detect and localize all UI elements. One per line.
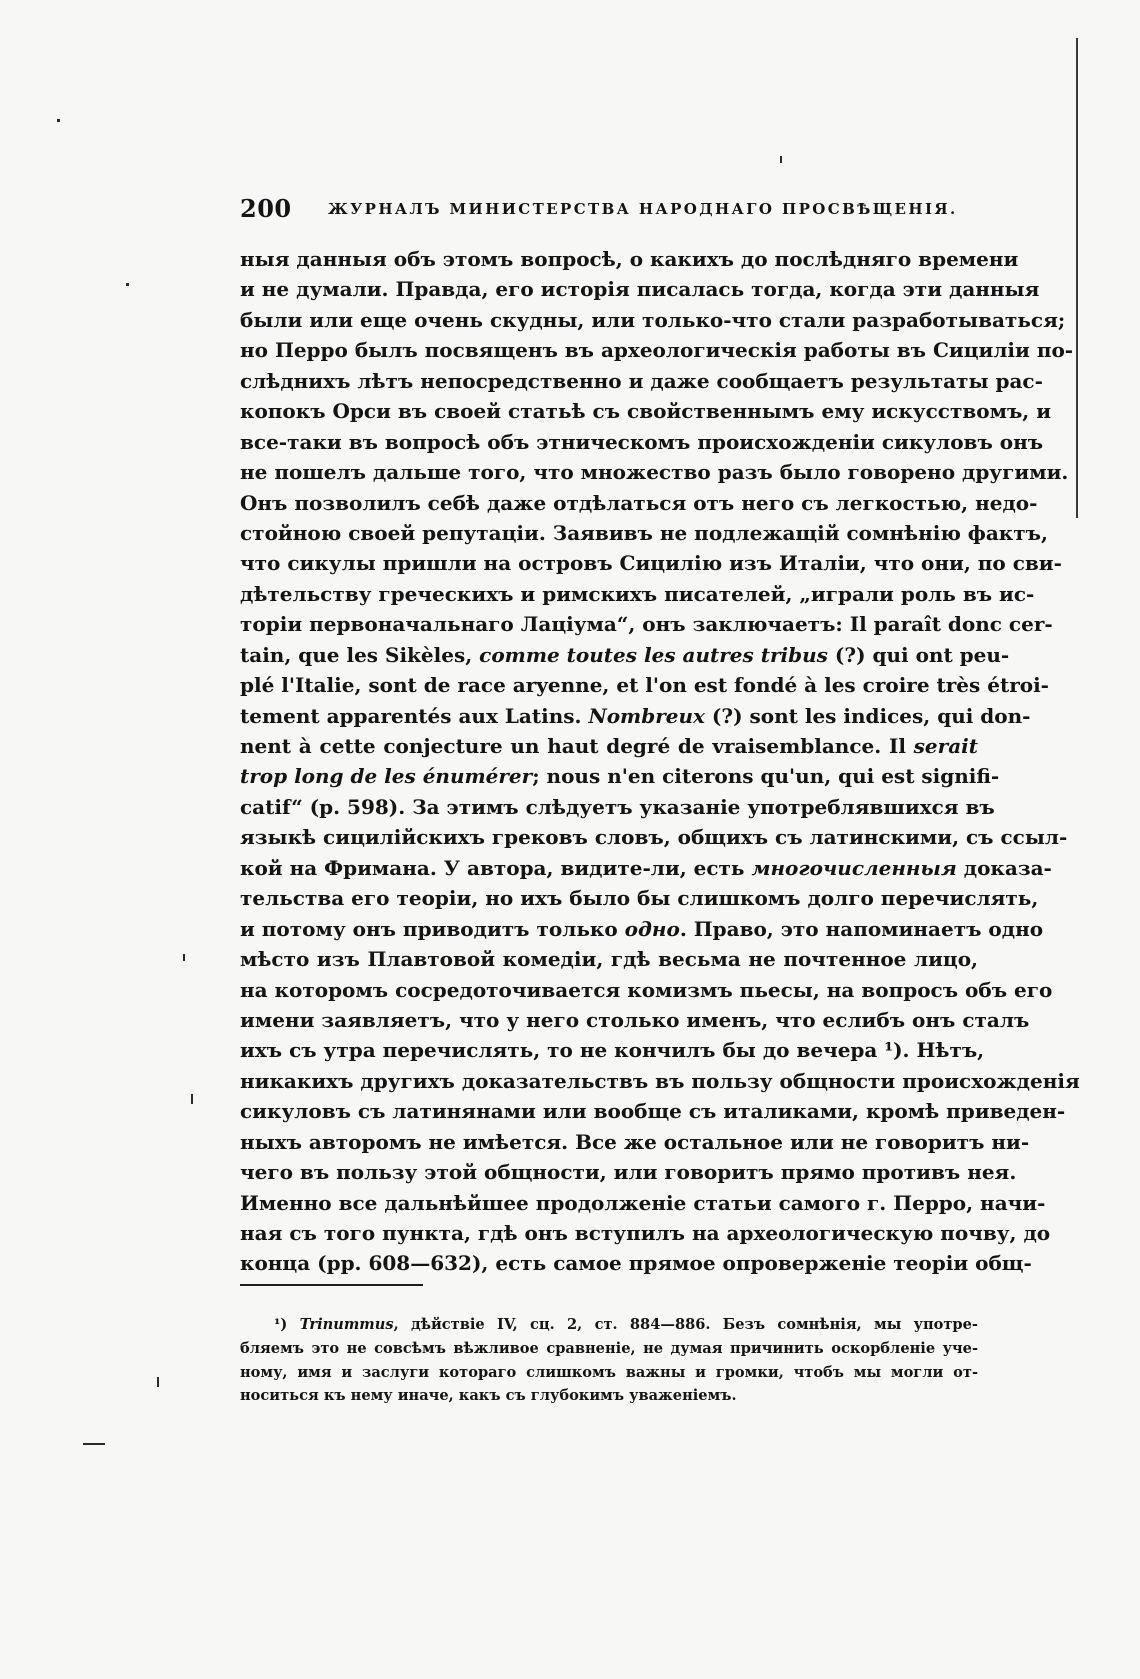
text-line: catif“ (p. 598). За этимъ слѣдуетъ указаніе употреблявшихся въ (240, 794, 995, 819)
text-line: ихъ съ утра перечислять, то не кончилъ бы до вечера ¹). Нѣтъ, (240, 1038, 985, 1063)
text-line: nent à cette conjecture un haut degré de vraisemblance. Il serait (240, 734, 978, 758)
body-text (240, 244, 1080, 1279)
text-line: имени заявляетъ, что у него столько именъ, что еслибъ онъ сталъ (240, 1007, 1030, 1032)
scan-speck (780, 156, 782, 163)
footnote (240, 1313, 978, 1408)
text-line: мѣсто изъ Плавтовой комедіи, гдѣ весьма не почтенное лицо, (240, 947, 978, 972)
text-line: Именно все дальнѣйшее продолженіе статьи самого г. Перро, начи- (240, 1190, 1046, 1215)
text-line: торіи первоначальнаго Лаціума“, онъ заключаетъ: Il paraît donc cer- (240, 612, 1053, 637)
text-line: и потому онъ приводитъ только одно. Право, это напоминаетъ одно (240, 916, 1044, 941)
text-line: ная съ того пункта, гдѣ онъ вступилъ на археологическую почву, до (240, 1221, 1051, 1245)
running-title: ЖУРНАЛЪ МИНИСТЕРСТВА НАРОДНАГО ПРОСВѢЩЕНІЯ. (328, 200, 958, 218)
italic-text: одно (624, 916, 680, 941)
text-line: дѣтельству греческихъ и римскихъ писателей, „играли роль въ ис- (240, 581, 1035, 606)
footnote-line: бляемъ это не совсѣмъ вѣжливое сравненіе, не думая причинить оскорбленіе уче- (240, 1339, 978, 1357)
text-line: Онъ позволилъ себѣ даже отдѣлаться отъ него съ легкостью, недо- (240, 490, 1038, 515)
page-number: 200 (240, 194, 292, 223)
italic-text: comme toutes les autres tribus (479, 642, 828, 667)
text-line: копокъ Орси въ своей статьѣ съ свойственнымъ ему искусствомъ, и (240, 399, 1052, 424)
text-line: кой на Фримана. У автора, видите-ли, есть многочисленныя доказа- (240, 855, 1052, 880)
text-line: слѣднихъ лѣтъ непосредственно и даже сообщаетъ результаты рас- (240, 368, 1043, 393)
scan-speck (191, 1094, 193, 1104)
footnote-marker: ¹) (274, 1316, 300, 1333)
scan-speck (183, 954, 185, 961)
italic-text: trop long de les énumérer (240, 764, 533, 789)
text-line: языкѣ сицилійскихъ грековъ словъ, общихъ съ латинскими, съ ссыл- (240, 825, 1068, 850)
italic-text: Trinummus (299, 1316, 394, 1333)
text-line: были или еще очень скудны, или только-что стали разработываться; (240, 307, 1066, 332)
text-line: но Перро былъ посвященъ въ археологическія работы въ Сициліи по- (240, 338, 1074, 363)
text-line: trop long de les énumérer; nous n'en citerons qu'un, qui est signifi- (240, 764, 1000, 789)
scan-speck (57, 119, 60, 122)
footnote-line: ¹) Trinummus, дѣйствіе IV, сц. 2, ст. 884—886. Безъ сомнѣнія, мы употре- (274, 1316, 978, 1333)
scan-edge-line (1076, 38, 1078, 518)
text-line: тельства его теоріи, но ихъ было бы слишкомъ долго перечислять, (240, 886, 1039, 911)
text-line: не пошелъ дальше того, что множество разъ было говорено другими. (240, 460, 1069, 485)
italic-text: serait (913, 734, 978, 758)
italic-text: многочисленныя (751, 855, 957, 880)
text-line: что сикулы пришли на островъ Сицилію изъ Италіи, что они, по сви- (240, 551, 1062, 576)
text-line: tain, que les Sikèles, comme toutes les autres tribus (?) qui ont peu- (240, 642, 1010, 667)
footnote-line: носиться къ нему иначе, какъ съ глубокимъ уваженіемъ. (240, 1387, 737, 1405)
text-line: tement apparentés aux Latins. Nombreux (?) sont les indices, qui don- (240, 703, 1031, 728)
text-line: никакихъ другихъ доказательствъ въ пользу общности происхожденія (240, 1068, 1080, 1093)
text-line: стойною своей репутаціи. Заявивъ не подлежащій сомнѣнію фактъ, (240, 520, 1048, 545)
text-line: на которомъ сосредоточивается комизмъ пьесы, на вопросъ объ его (240, 977, 1053, 1002)
italic-text: Nombreux (588, 703, 705, 728)
text-line: сикуловъ съ латинянами или вообще съ италиками, кромѣ приведен- (240, 1099, 1066, 1124)
text-line: конца (pp. 608—632), есть самое прямое опроверженіе теоріи общ- (240, 1251, 1032, 1276)
footnote-divider (240, 1284, 423, 1286)
scan-speck (126, 283, 129, 286)
footnote-line: ному, имя и заслуги котораго слишкомъ важны и громки, чтобъ мы могли от- (240, 1363, 978, 1381)
text-line: чего въ пользу этой общности, или говоритъ прямо противъ нея. (240, 1160, 1017, 1185)
text-line: и не думали. Правда, его исторія писалась тогда, когда эти данныя (240, 277, 1040, 302)
text-line: ныхъ авторомъ не имѣется. Все же остальное или не говоритъ ни- (240, 1129, 1030, 1154)
text-line: plé l'Italie, sont de race aryenne, et l'on est fondé à les croire très étroi- (240, 673, 1049, 698)
scan-speck (83, 1443, 105, 1445)
text-line: ныя данныя объ этомъ вопросѣ, о какихъ до послѣдняго времени (240, 247, 1019, 271)
text-line: все-таки въ вопросѣ объ этническомъ происхожденіи сикуловъ онъ (240, 429, 1044, 454)
page-header (240, 194, 980, 226)
scan-speck (157, 1377, 159, 1387)
